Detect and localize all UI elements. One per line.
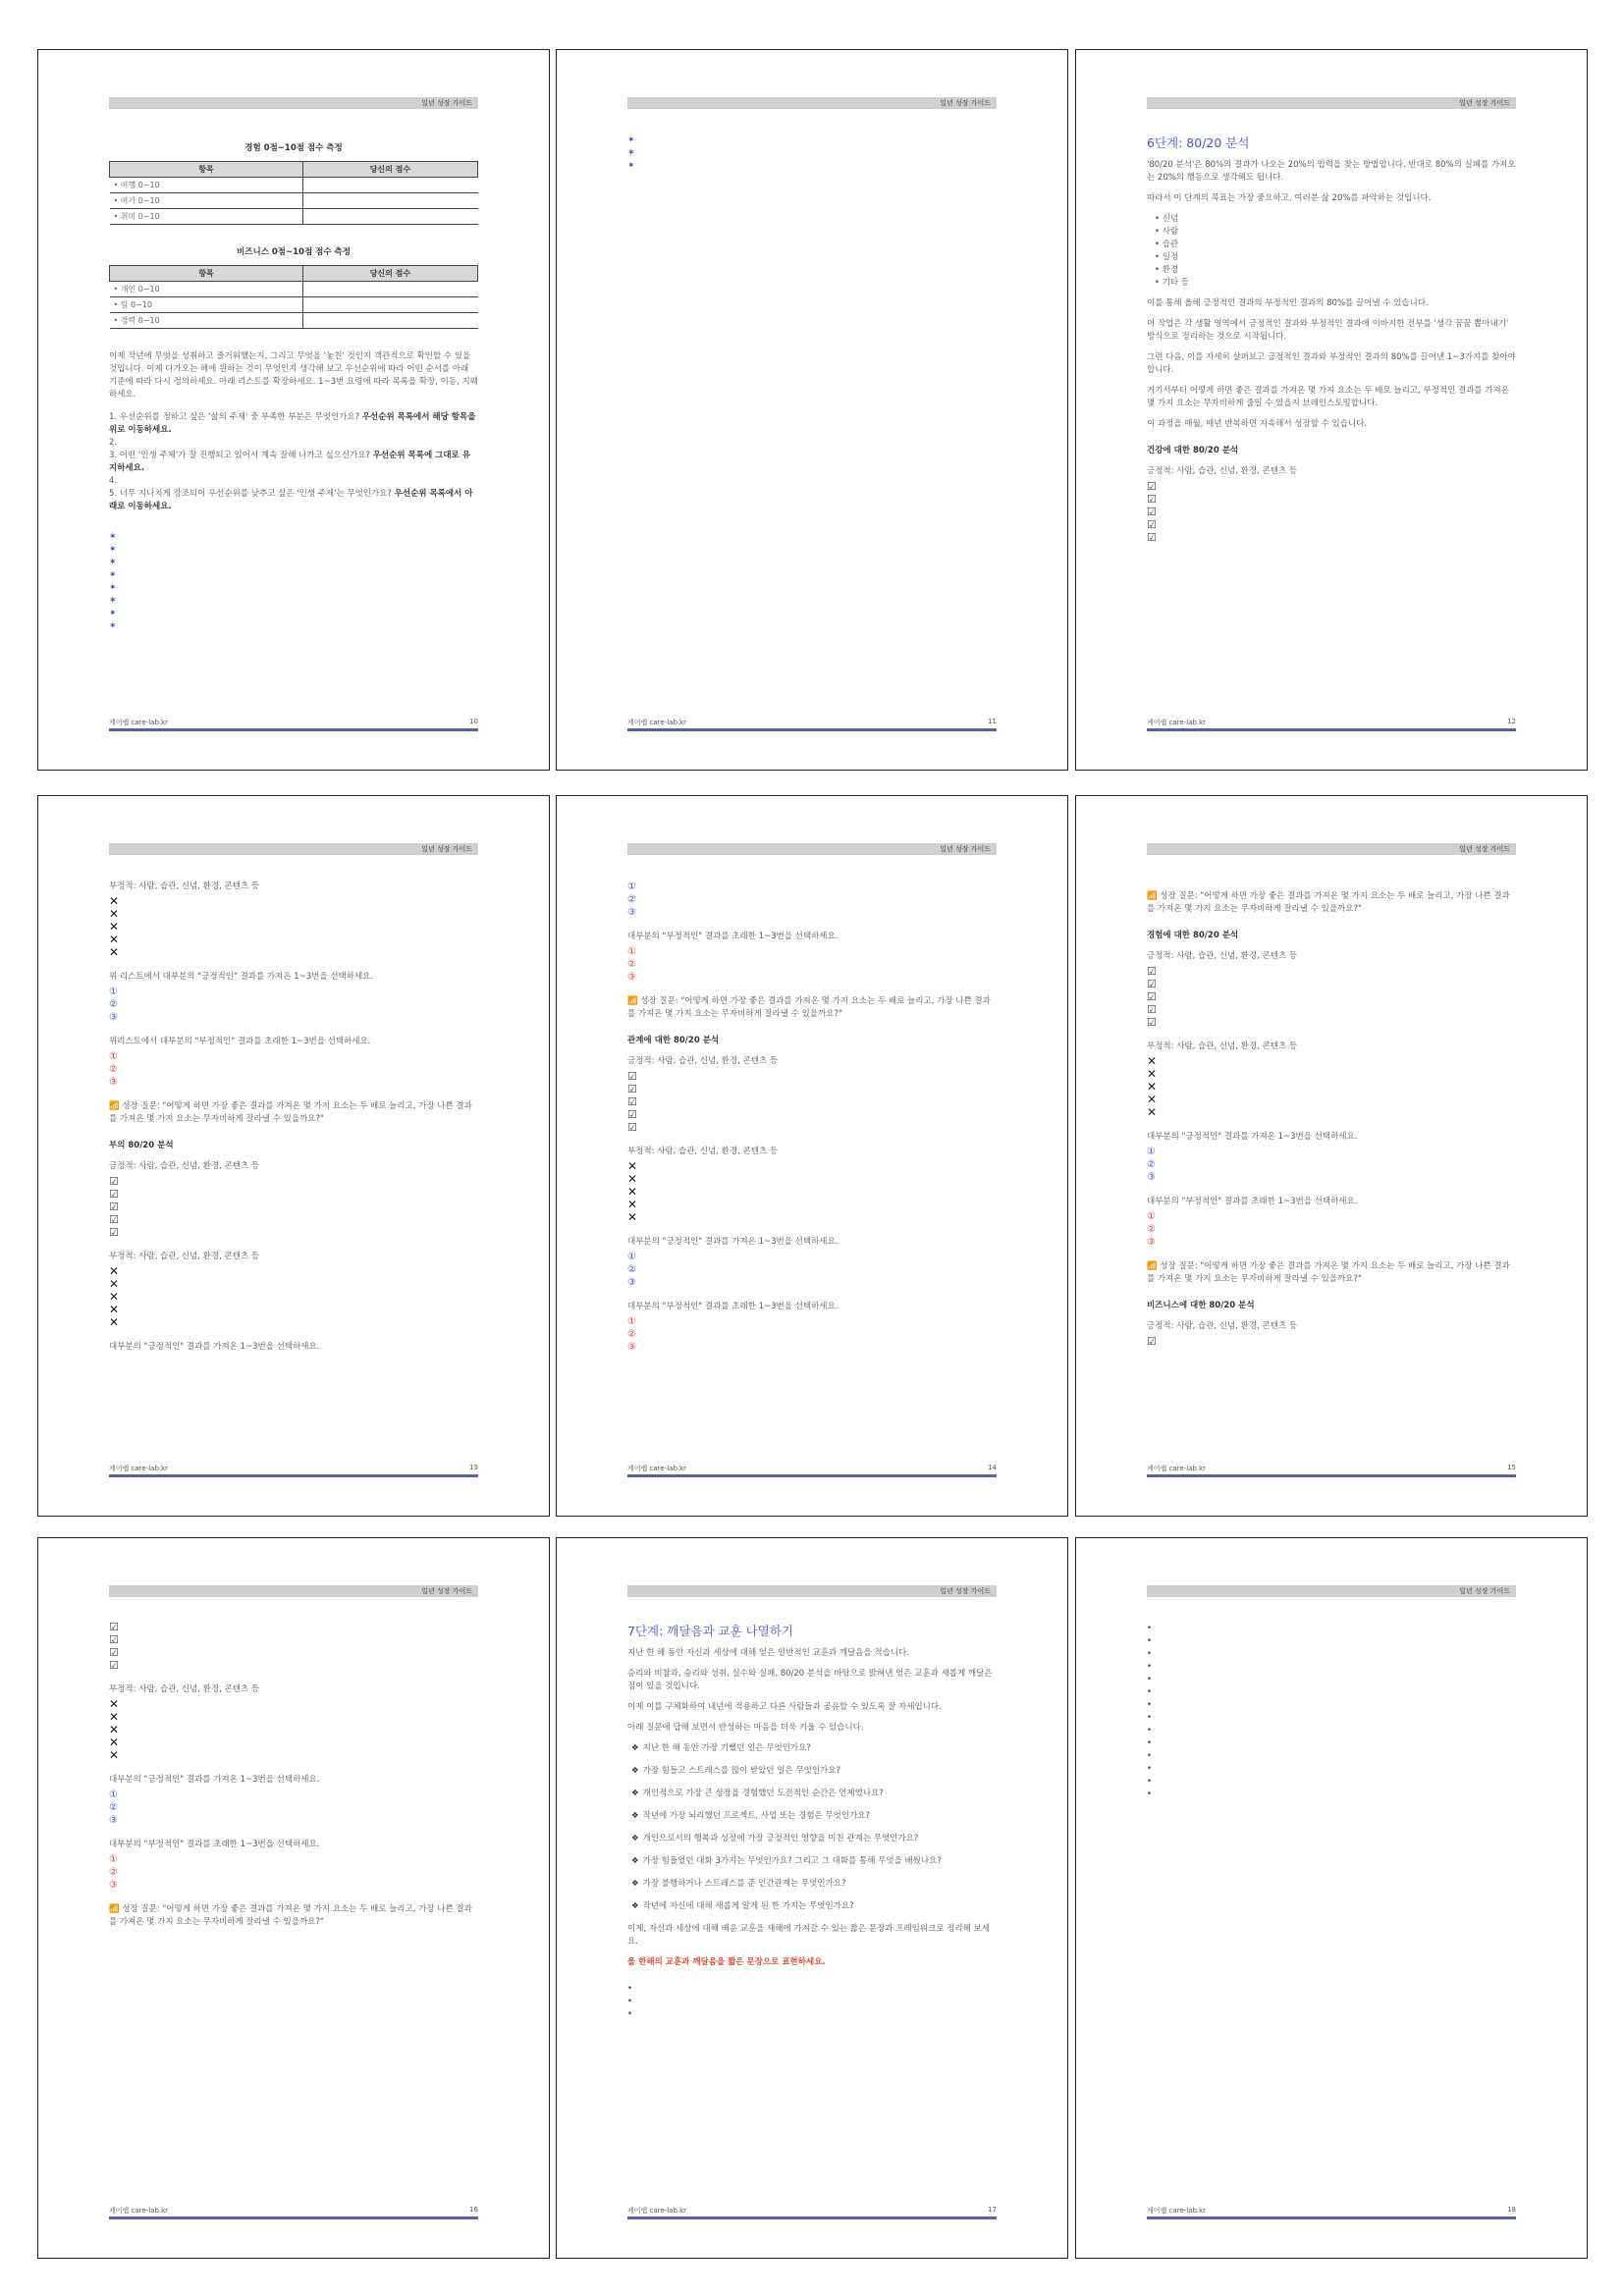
- cross-icon[interactable]: ✕: [109, 1748, 120, 1762]
- negative-label: 부정적: 사람, 습관, 신념, 환경, 콘텐츠 등: [109, 1252, 260, 1261]
- bullet-dot: •: [1147, 1675, 1153, 1684]
- table-title: 경험 0점~10점 점수 측정: [244, 143, 343, 153]
- star-bullet-icon: ✶: [109, 558, 117, 567]
- star-bullet-icon: ✶: [627, 135, 635, 145]
- page-12: [1075, 49, 1588, 771]
- page-footer: [109, 718, 478, 727]
- instruction: 대부분의 "긍정적인" 결과를 가져온 1~3번을 선택하세요.: [627, 1237, 839, 1247]
- question-item: [109, 411, 478, 437]
- cross-icon[interactable]: ✕: [1147, 1080, 1158, 1094]
- highlight-instruction: 올 한해의 교훈과 깨달음을 짧은 문장으로 표현하세요.: [627, 1957, 826, 1967]
- table-row: [110, 193, 478, 209]
- positive-label: 긍정적: 사람, 습관, 신념, 환경, 콘텐츠 등: [109, 1161, 260, 1171]
- diamond-bullet-icon: ❖: [631, 1834, 639, 1843]
- page-header: 일년 성장 가이드: [1147, 1585, 1516, 1597]
- cross-icon[interactable]: ✕: [109, 894, 120, 908]
- cross-icon[interactable]: ✕: [109, 1264, 120, 1278]
- question-instruction: 우선순위 목록에서 해당 항목을 위로 이동하세요.: [109, 412, 476, 435]
- number-3-icon: ③: [627, 1277, 636, 1288]
- instruction: 대부분의 "부정적인" 결과를 초래한 1~3번을 선택하세요.: [627, 932, 839, 941]
- cross-icon[interactable]: ✕: [627, 1210, 638, 1224]
- footer-site: 케어랩 care-lab.kr: [109, 1465, 169, 1472]
- table-cell[interactable]: [302, 282, 477, 297]
- page-number: 10: [469, 718, 478, 725]
- checkbox-icon[interactable]: ☑: [1147, 965, 1157, 978]
- cross-icon[interactable]: ✕: [627, 1198, 638, 1211]
- number-2-icon: ②: [627, 894, 636, 905]
- page-13: [37, 795, 550, 1517]
- cross-icon[interactable]: ✕: [109, 1710, 120, 1724]
- negative-label: 부정적: 사람, 습관, 신념, 환경, 콘텐츠 등: [627, 1147, 779, 1156]
- cross-icon[interactable]: ✕: [1147, 1067, 1158, 1081]
- page-header: 일년 성장 가이드: [109, 1585, 478, 1597]
- page-14: [556, 795, 1068, 1517]
- table-cell: • 취미 0~10: [110, 209, 303, 225]
- footer-site: 케어랩 care-lab.kr: [1147, 1465, 1207, 1472]
- checkbox-icon[interactable]: ☑: [1147, 990, 1157, 1003]
- checkbox-icon[interactable]: ☑: [627, 1108, 637, 1121]
- cross-icon[interactable]: ✕: [109, 1303, 120, 1316]
- table-header: 당신의 점수: [302, 162, 477, 178]
- cross-icon[interactable]: ✕: [109, 920, 120, 934]
- table-cell: • 여가 0~10: [110, 193, 303, 209]
- question-item: 4.: [109, 476, 118, 486]
- checkbox-icon[interactable]: ☑: [1147, 518, 1157, 531]
- bullet-dot: •: [1147, 1777, 1153, 1787]
- table-row: [110, 297, 478, 313]
- bullet-dot: •: [1147, 1713, 1153, 1723]
- footer-site: 케어랩 care-lab.kr: [627, 2207, 687, 2215]
- question-text: 가장 힘들었던 대화 3가지는 무엇인가요? 그리고 그 대화를 통해 무엇을 배웠나요?: [642, 1856, 942, 1866]
- paragraph: 따라서 이 단계의 목표는 가장 중요하고, 여러분 삶 20%를 파악하는 것입니다.: [1147, 193, 1432, 203]
- star-bullet-icon: ✶: [109, 583, 117, 593]
- question-item: [109, 488, 478, 513]
- sub-title: 비즈니스에 대한 80/20 분석: [1147, 1301, 1255, 1310]
- reflection-question: [627, 1788, 997, 1800]
- table-cell: • 여행 0~10: [110, 178, 303, 193]
- checkbox-icon[interactable]: ☑: [109, 1659, 119, 1672]
- footer-rule: [627, 728, 997, 731]
- checkbox-icon[interactable]: ☑: [1147, 1335, 1157, 1348]
- checkbox-icon[interactable]: ☑: [109, 1201, 119, 1213]
- page-footer: [1147, 2206, 1516, 2216]
- table-row: [110, 178, 478, 193]
- page-number: 16: [469, 2206, 478, 2214]
- page-header: 일년 성장 가이드: [1147, 843, 1516, 855]
- number-2-icon: ②: [627, 1264, 636, 1275]
- instruction: 대부분의 "부정적인" 결과를 초래한 1~3번을 선택하세요.: [1147, 1197, 1358, 1206]
- number-2-icon: ②: [109, 1064, 118, 1075]
- checkbox-icon[interactable]: ☑: [1147, 480, 1157, 493]
- reflection-question: [627, 1765, 997, 1778]
- page-11: [556, 49, 1068, 771]
- number-1-icon: ①: [627, 881, 636, 892]
- section-title: 7단계: 깨달음과 교훈 나열하기: [627, 1624, 793, 1638]
- reflection-question: [627, 1900, 997, 1913]
- checkbox-icon[interactable]: ☑: [109, 1621, 119, 1633]
- diamond-bullet-icon: ❖: [631, 1879, 639, 1889]
- number-3-icon: ③: [1147, 1237, 1156, 1248]
- cross-icon[interactable]: ✕: [109, 1290, 120, 1304]
- intro-paragraph: 이제 작년에 무엇을 성취하고 즐거워했는지, 그리고 무엇을 '놓친' 것인지 객관적으로 확인할 수 있을 것입니다. 이제 다가오는 해에 원하는 것이 무엇인지 생각해 보고 우선순위에 따라 어떤 순서를 아래 기준에 따라 다시 정의하세요. 아래 리스트를 확장하세요. 1~3번 요령에 따라 목록을 확장, 이동, 지웨하세요.: [109, 351, 478, 400]
- blank-list: [627, 1983, 997, 2021]
- star-bullet-icon: ✶: [109, 621, 117, 631]
- checkbox-icon[interactable]: ☑: [109, 1646, 119, 1659]
- star-list: [109, 531, 478, 633]
- reflection-question: [627, 1855, 997, 1868]
- star-bullet-icon: ✶: [109, 609, 117, 618]
- list-item: • 기타 등: [1155, 277, 1516, 290]
- page-number: 18: [1507, 2206, 1516, 2214]
- question-list: [109, 411, 478, 513]
- question-text: 가장 불행하거나 스트레스를 준 인간관계는 무엇인가요?: [642, 1879, 846, 1889]
- instruction: 위 리스트에서 대부분의 "긍정적인" 결과를 가져온 1~3번을 선택하세요.: [109, 972, 374, 982]
- section-title: 6단계: 80/20 분석: [1147, 135, 1250, 150]
- cross-icon[interactable]: ✕: [1147, 1093, 1158, 1106]
- growth-question: 📶 성장 질문: "어떻게 하면 가장 좋은 결과를 가져온 몇 가지 요소는 두 배로 늘리고, 가장 나쁜 결과를 가져온 몇 가지 요소는 무자비하게 잘라낼 수 있을까요?": [109, 1904, 472, 1927]
- diamond-bullet-icon: ❖: [631, 1901, 639, 1911]
- paragraph: 거기서부터 어떻게 하면 좋은 결과를 가져온 몇 가지 요소는 두 배로 늘리고, 부정적인 결과를 가져온 몇 가지 요소는 무자비하게 줄일 수 있을지 브레인스토밍합니다.: [1147, 386, 1509, 408]
- number-3-icon: ③: [109, 1815, 118, 1826]
- page-footer: [627, 718, 997, 727]
- page-number: 14: [988, 1464, 997, 1471]
- page-footer: [1147, 718, 1516, 727]
- reflection-question: [627, 1833, 997, 1845]
- checkbox-icon[interactable]: ☑: [109, 1213, 119, 1226]
- page-18: [1075, 1537, 1588, 2259]
- table-cell[interactable]: [302, 297, 477, 313]
- checkbox-icon[interactable]: ☑: [109, 1226, 119, 1239]
- question-text: 5. 너무 지나치게 강조되어 우선순위를 낮추고 싶은 '인생 주제'는 무엇인가요?: [109, 489, 392, 499]
- bullet-dot: •: [1147, 1789, 1153, 1799]
- checkbox-icon[interactable]: ☑: [109, 1188, 119, 1201]
- page-footer: [109, 1464, 478, 1473]
- number-3-icon: ③: [109, 1880, 118, 1891]
- footer-rule: [1147, 2216, 1516, 2219]
- question-text: 3. 어떤 '인생 주제'가 잘 진행되고 있어서 계속 잘해 나가고 싶으신가요?: [109, 451, 371, 460]
- number-3-icon: ③: [109, 1012, 118, 1023]
- list-item: • 환경: [1155, 264, 1516, 277]
- diamond-bullet-icon: ❖: [631, 1811, 639, 1821]
- instruction: 대부분의 "긍정적인" 결과를 가져온 1~3번을 선택하세요.: [109, 1775, 320, 1785]
- page-17: [556, 1537, 1068, 2259]
- footer-rule: [1147, 1474, 1516, 1477]
- question-text: 지난 한 해 동안 가장 기뻤던 일은 무엇인가요?: [642, 1743, 811, 1753]
- list-item: • 습관: [1155, 239, 1516, 251]
- bullet-dot: •: [1147, 1751, 1153, 1761]
- bullet-dot: •: [627, 2009, 633, 2019]
- number-1-icon: ①: [1147, 1211, 1156, 1222]
- paragraph: 지난 한 해 동안 자신과 세상에 대해 얻은 일반적인 교훈과 깨달음을 적습니다.: [627, 1648, 909, 1658]
- star-bullet-icon: ✶: [109, 545, 117, 555]
- number-1-icon: ①: [109, 1854, 118, 1865]
- table-row: [110, 209, 478, 225]
- cross-icon[interactable]: ✕: [109, 933, 120, 946]
- number-3-icon: ③: [1147, 1172, 1156, 1183]
- instruction: 대부분의 "부정적인" 결과를 초래한 1~3번을 선택하세요.: [109, 1840, 320, 1849]
- page-footer: [627, 1464, 997, 1473]
- bullet-dot: •: [1147, 1624, 1153, 1633]
- footer-rule: [109, 728, 478, 731]
- number-2-icon: ②: [1147, 1224, 1156, 1235]
- page-header: 일년 성장 가이드: [109, 843, 478, 855]
- footer-site: 케어랩 care-lab.kr: [1147, 2207, 1207, 2215]
- bullet-dot: •: [1147, 1726, 1153, 1735]
- page-footer: [1147, 1464, 1516, 1473]
- checkbox-icon[interactable]: ☑: [627, 1121, 637, 1134]
- bullet-dot: •: [627, 1997, 633, 2006]
- page-header: 일년 성장 가이드: [627, 843, 997, 855]
- reflection-question: [627, 1878, 997, 1891]
- page-footer: [627, 2206, 997, 2216]
- checkbox-icon[interactable]: ☑: [627, 1083, 637, 1095]
- positive-label: 긍정적: 사람, 습관, 신념, 환경, 콘텐츠 등: [1147, 1321, 1298, 1331]
- number-3-icon: ③: [109, 1077, 118, 1088]
- page-15: [1075, 795, 1588, 1517]
- growth-question: 📶 성장 질문: "어떻게 하면 가장 좋은 결과를 가져온 몇 가지 요소는 두 배로 늘리고, 가장 나쁜 결과를 가져온 몇 가지 요소는 무자비하게 잘라낼 수 있을까요?": [1147, 891, 1510, 914]
- paragraph: 아래 질문에 답해 보면서 반성하는 마음을 더욱 키울 수 있습니다.: [627, 1723, 864, 1733]
- bullet-dot: •: [1147, 1700, 1153, 1710]
- table-header: 항목: [110, 266, 303, 282]
- number-3-icon: ③: [627, 972, 636, 983]
- positive-label: 긍정적: 사람, 습관, 신념, 환경, 콘텐츠 등: [1147, 466, 1298, 476]
- footer-rule: [109, 2216, 478, 2219]
- footer-rule: [627, 1474, 997, 1477]
- question-instruction: 우선순위 목록에서 아래로 이동하세요.: [109, 489, 473, 511]
- footer-rule: [1147, 728, 1516, 731]
- bullet-dot: •: [1147, 1738, 1153, 1748]
- checkbox-icon[interactable]: ☑: [109, 1633, 119, 1646]
- star-bullet-icon: ✶: [627, 161, 635, 171]
- cross-icon[interactable]: ✕: [627, 1159, 638, 1173]
- page-number: 17: [988, 2206, 997, 2214]
- question-text: 개인으로서의 행복과 성장에 가장 긍정적인 영향을 미친 관계는 무엇인가요?: [642, 1834, 919, 1843]
- list-item: • 사람: [1155, 226, 1516, 239]
- paragraph: 이 작업은 각 생활 영역에서 긍정적인 결과와 부정적인 결과에 이바지한 전부를 '생각 꿈꿈 뽑아내기' 방식으로 정리하는 것으로 시작됩니다.: [1147, 319, 1509, 342]
- table-header: 항목: [110, 162, 303, 178]
- growth-question: 📶 성장 질문: "어떻게 하면 가장 좋은 결과를 가져온 몇 가지 요소는 두 배로 늘리고, 가장 나쁜 결과를 가져온 몇 가지 요소는 무자비하게 잘라낼 수 있을까요?": [627, 996, 991, 1019]
- list-item: • 신념: [1155, 213, 1516, 226]
- number-2-icon: ②: [627, 1329, 636, 1340]
- bullet-dot: •: [1147, 1662, 1153, 1672]
- cross-icon[interactable]: ✕: [109, 1277, 120, 1291]
- question-instruction: 우선순위 목록에 그대로 유지하세요.: [109, 451, 470, 473]
- score-table-experience: [109, 161, 478, 225]
- number-2-icon: ②: [627, 959, 636, 970]
- cross-icon[interactable]: ✕: [109, 1723, 120, 1736]
- diamond-bullet-icon: ❖: [631, 1766, 639, 1776]
- page-10: [37, 49, 550, 771]
- table-row: [110, 282, 478, 297]
- number-1-icon: ①: [1147, 1147, 1156, 1157]
- paragraph: 그런 다음, 이를 자세히 살펴보고 긍정적인 결과와 부정적인 결과의 80%를 끌어낸 1~3가지를 찾아야 합니다.: [1147, 352, 1516, 375]
- number-3-icon: ③: [627, 907, 636, 918]
- instruction: 위리스트에서 대부분의 "부정적인" 결과를 초래한 1~3번을 선택하세요.: [109, 1037, 371, 1046]
- checkbox-icon[interactable]: ☑: [1147, 978, 1157, 990]
- star-bullet-icon: ✶: [109, 596, 117, 606]
- footer-rule: [109, 1474, 478, 1477]
- paragraph: '80/20 분석'은 80%의 결과가 나오는 20%의 입력을 찾는 방법입니다. 반대로 80%의 실패를 가져오는 20%의 행동으로 생각해도 됩니다.: [1147, 160, 1516, 183]
- checkbox-icon[interactable]: ☑: [1147, 506, 1157, 518]
- bullet-dot: •: [1147, 1649, 1153, 1659]
- negative-label: 부정적: 사람, 습관, 신념, 환경, 콘텐츠 등: [1147, 1041, 1298, 1051]
- page-header: 일년 성장 가이드: [627, 97, 997, 109]
- question-text: 작년에 가장 뇌리했던 프로젝트, 사업 또는 경험은 무엇인가요?: [642, 1811, 871, 1821]
- table-row: [110, 313, 478, 329]
- question-text: 개인적으로 가장 큰 성장을 경험했던 도전적인 순간은 언제였나요?: [642, 1789, 884, 1798]
- page-number: 13: [469, 1464, 478, 1471]
- checkbox-icon[interactable]: ☑: [1147, 493, 1157, 506]
- paragraph: 이를 통해 올해 긍정적인 결과의 부정적인 결과의 80%를 끌어낼 수 있습니다.: [1147, 298, 1429, 308]
- number-3-icon: ③: [627, 1342, 636, 1353]
- page-header: 일년 성장 가이드: [109, 97, 478, 109]
- instruction: 대부분의 "긍정적인" 결과를 가져온 1~3번을 선택하세요.: [109, 1342, 320, 1352]
- negative-label: 부정적: 사람, 습관, 신념, 환경, 콘텐츠 등: [109, 1684, 260, 1694]
- cross-icon[interactable]: ✕: [109, 1735, 120, 1749]
- number-2-icon: ②: [109, 1867, 118, 1878]
- bullet-list: [1147, 213, 1516, 290]
- checkbox-icon[interactable]: ☑: [109, 1175, 119, 1188]
- checkbox-icon[interactable]: ☑: [1147, 1016, 1157, 1029]
- instruction: 대부분의 "부정적인" 결과를 초래한 1~3번을 선택하세요.: [627, 1302, 839, 1311]
- star-bullet-icon: ✶: [109, 570, 117, 580]
- question-text: 1. 우선순위를 정하고 싶은 '삶의 주제' 중 부족한 부분은 무엇인가요?: [109, 412, 360, 422]
- sub-title: 부의 80/20 분석: [109, 1141, 174, 1150]
- footer-site: 케어랩 care-lab.kr: [1147, 719, 1207, 726]
- cross-icon[interactable]: ✕: [109, 1697, 120, 1711]
- paragraph: 이제, 자신과 세상에 대해 배운 교훈을 새해에 가져갈 수 있는 짧은 문장과 프레임워크로 정리해 보세요.: [627, 1924, 990, 1947]
- cross-icon[interactable]: ✕: [1147, 1105, 1158, 1119]
- footer-site: 케어랩 care-lab.kr: [627, 719, 687, 726]
- footer-site: 케어랩 care-lab.kr: [109, 2207, 169, 2215]
- cross-icon[interactable]: ✕: [627, 1172, 638, 1186]
- positive-label: 긍정적: 사람, 습관, 신념, 환경, 콘텐츠 등: [627, 1056, 779, 1066]
- page-footer: [109, 2206, 478, 2216]
- number-1-icon: ①: [627, 1252, 636, 1262]
- number-1-icon: ①: [109, 1789, 118, 1800]
- paragraph: 이제 이를 구체화하여 내년에 적용하고 다른 사람들과 공유할 수 있도록 잘 자세입니다.: [627, 1702, 942, 1712]
- question-item: 2.: [109, 438, 118, 448]
- diamond-bullet-icon: ❖: [631, 1789, 639, 1798]
- page-number: 12: [1507, 718, 1516, 725]
- blank-list: [1147, 1623, 1516, 1801]
- table-cell: • 개인 0~10: [110, 282, 303, 297]
- sub-title: 관계에 대한 80/20 분석: [627, 1036, 720, 1045]
- number-1-icon: ①: [627, 946, 636, 957]
- bullet-dot: •: [627, 1984, 633, 1994]
- number-2-icon: ②: [109, 1802, 118, 1813]
- checkbox-icon[interactable]: ☑: [1147, 531, 1157, 544]
- table-cell: • 팀 0~10: [110, 297, 303, 313]
- paragraph: 이 과정을 매월, 매년 반복하면 지속해서 성장할 수 있습니다.: [1147, 419, 1368, 429]
- table-cell[interactable]: [302, 209, 477, 225]
- number-1-icon: ①: [109, 1051, 118, 1062]
- table-cell: • 경력 0~10: [110, 313, 303, 329]
- cross-icon[interactable]: ✕: [109, 907, 120, 921]
- bullet-dot: •: [1147, 1636, 1153, 1646]
- footer-site: 케어랩 care-lab.kr: [109, 719, 169, 726]
- number-2-icon: ②: [1147, 1159, 1156, 1170]
- positive-label: 긍정적: 사람, 습관, 신념, 환경, 콘텐츠 등: [1147, 951, 1298, 961]
- sub-title: 건강에 대한 80/20 분석: [1147, 446, 1239, 455]
- checkbox-icon[interactable]: ☑: [627, 1070, 637, 1083]
- page-number: 15: [1507, 1464, 1516, 1471]
- number-1-icon: ①: [627, 1316, 636, 1327]
- footer-rule: [627, 2216, 997, 2219]
- table-title: 비즈니스 0점~10점 점수 측정: [237, 247, 351, 257]
- cross-icon[interactable]: ✕: [109, 1315, 120, 1329]
- number-1-icon: ①: [109, 987, 118, 997]
- cross-icon[interactable]: ✕: [627, 1185, 638, 1199]
- diamond-bullet-icon: ❖: [631, 1856, 639, 1866]
- table-cell[interactable]: [302, 178, 477, 193]
- negative-label: 부정적: 사람, 습관, 신념, 환경, 콘텐츠 등: [109, 881, 260, 891]
- footer-site: 케어랩 care-lab.kr: [627, 1465, 687, 1472]
- table-cell[interactable]: [302, 193, 477, 209]
- list-item: • 일정: [1155, 251, 1516, 264]
- paragraph: 승리와 비참과, 승리와 성취, 실수와 실패, 80/20 분석을 바탕으로 밝혀낸 얻은 교훈과 새롭게 깨달은 점이 있을 것입니다.: [627, 1669, 993, 1691]
- table-header: 당신의 점수: [302, 266, 477, 282]
- growth-question: 📶 성장 질문: "어떻게 하면 가장 좋은 결과를 가져온 몇 가지 요소는 두 배로 늘리고, 가장 나쁜 결과를 가져온 몇 가지 요소는 무자비하게 잘라낼 수 있을까요?": [1147, 1261, 1510, 1284]
- page-number: 11: [988, 718, 997, 725]
- score-table-business: [109, 265, 478, 329]
- star-bullet-icon: ✶: [627, 148, 635, 158]
- checkbox-icon[interactable]: ☑: [1147, 1003, 1157, 1016]
- checkbox-icon[interactable]: ☑: [627, 1095, 637, 1108]
- table-cell[interactable]: [302, 313, 477, 329]
- diamond-bullet-icon: ❖: [631, 1743, 639, 1753]
- sub-title: 경험에 대한 80/20 분석: [1147, 931, 1239, 940]
- reflection-question: [627, 1810, 997, 1823]
- reflection-question: [627, 1742, 997, 1755]
- bullet-dot: •: [1147, 1687, 1153, 1697]
- cross-icon[interactable]: ✕: [109, 945, 120, 959]
- page-16: [37, 1537, 550, 2259]
- question-text: 작년에 자신에 대해 새롭게 알게 된 한 가지는 무엇인가요?: [642, 1901, 854, 1911]
- cross-icon[interactable]: ✕: [1147, 1054, 1158, 1068]
- number-2-icon: ②: [109, 999, 118, 1010]
- instruction: 대부분의 "긍정적인" 결과를 가져온 1~3번을 선택하세요.: [1147, 1132, 1358, 1142]
- bullet-dot: •: [1147, 1764, 1153, 1774]
- star-bullet-icon: ✶: [109, 532, 117, 542]
- page-header: 일년 성장 가이드: [627, 1585, 997, 1597]
- growth-question: 📶 성장 질문: "어떻게 하면 가장 좋은 결과를 가져온 몇 가지 요소는 두 배로 늘리고, 가장 나쁜 결과를 가져온 몇 가지 요소는 무자비하게 잘라낼 수 있을까요?": [109, 1101, 472, 1124]
- question-item: [109, 450, 478, 475]
- question-text: 가장 힘들고 스트레스를 많이 받았던 일은 무엇인가요?: [642, 1766, 840, 1776]
- page-header: 일년 성장 가이드: [1147, 97, 1516, 109]
